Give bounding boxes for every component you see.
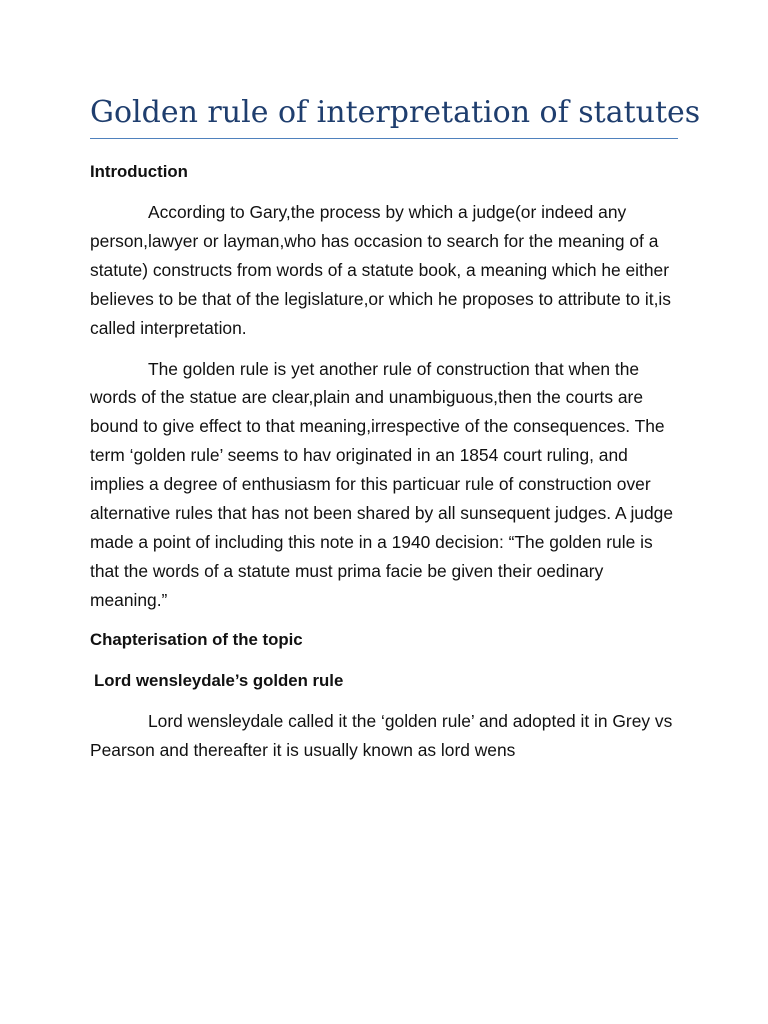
- document-title: Golden rule of interpretation of statutes: [90, 95, 701, 130]
- document-body: [90, 158, 682, 765]
- title-underline-rule: [90, 138, 678, 139]
- lord-wensleydale-heading: Lord wensleydale’s golden rule: [94, 670, 344, 690]
- lord-wensleydale-paragraph: Lord wensleydale called it the ‘golden rule’ and adopted it in Grey vs Pearson and thereafter it is usually known as lord wens: [90, 710, 673, 760]
- golden-rule-paragraph: The golden rule is yet another rule of construction that when the words of the statue are clear,plain and unambiguous,then the courts are bound to give effect to that meaning,irrespective of the consequences. The term ‘golden rule’ seems to hav originated in an 1854 court ruling, and implies a degree of enthusiasm for this particuar rule of construction over alternative rules that has not been shared by all sunsequent judges. A judge made a point of including this note in a 1940 decision: “The golden rule is that the words of a statute must prima facie be given their oedinary meaning.”: [90, 358, 673, 610]
- introduction-heading: Introduction: [90, 162, 188, 181]
- chapterisation-heading: Chapterisation of the topic: [90, 629, 303, 649]
- introduction-paragraph: According to Gary,the process by which a judge(or indeed any person,lawyer or layman,who has occasion to search for the meaning of a statute) constructs from words of a statute book, a meaning which he either believes to be that of the legislature,or which he proposes to attribute to it,is called interpretation.: [90, 202, 671, 338]
